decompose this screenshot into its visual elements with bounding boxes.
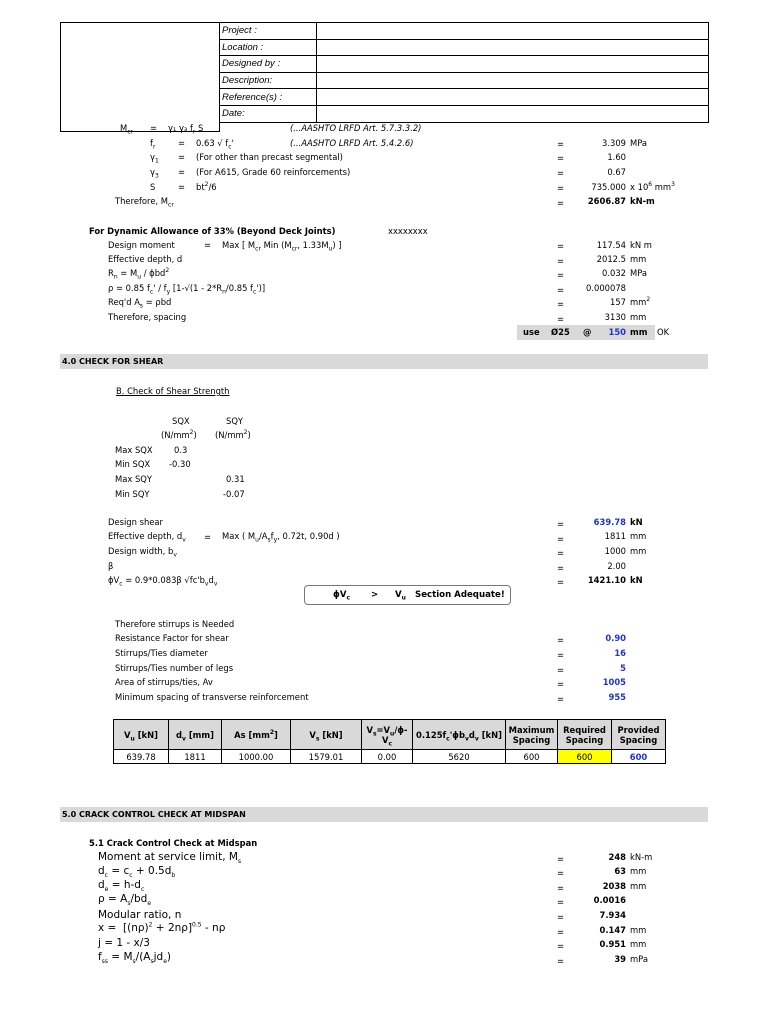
location-label: Location : bbox=[220, 39, 317, 56]
legs-label: Stirrups/Ties number of legs bbox=[115, 663, 234, 673]
sqx-header: SQX bbox=[172, 416, 190, 426]
rho-value: 0.000078 bbox=[586, 283, 626, 293]
cell-dv: 1811 bbox=[169, 750, 222, 764]
cell-vs: 1579.01 bbox=[291, 750, 362, 764]
de-formula: $d_e = h-d_c$ bbox=[98, 879, 145, 894]
dc-formula: $d_c = c_c + 0.5d_b$ bbox=[98, 865, 176, 880]
eq: = bbox=[150, 123, 158, 133]
eq: = bbox=[204, 532, 212, 542]
de-unit: mm bbox=[630, 881, 647, 891]
cell-vsratio: 0.00 bbox=[362, 750, 413, 764]
shear-check-box bbox=[304, 585, 511, 605]
gamma1-note: (For other than precast segmental) bbox=[196, 152, 343, 162]
design-moment-value: 117.54 bbox=[596, 240, 626, 250]
phivc-unit: kN bbox=[630, 575, 643, 585]
eq: = bbox=[178, 152, 186, 162]
rn-value: 0.032 bbox=[602, 268, 626, 278]
dc-value: 63 bbox=[614, 866, 626, 876]
cell-vu: 639.78 bbox=[114, 750, 169, 764]
location-value[interactable] bbox=[317, 39, 709, 56]
ok-status: OK bbox=[657, 327, 670, 337]
dv-value: 1811 bbox=[604, 531, 626, 541]
cell-required-spacing: 600 bbox=[558, 750, 612, 764]
min-spacing-value: 955 bbox=[608, 692, 626, 702]
reqd-as-unit: $mm^2$ bbox=[630, 296, 651, 307]
col-as: As $[mm^2]$ bbox=[222, 720, 291, 750]
min-sqy-value: -0.07 bbox=[223, 489, 245, 499]
description-value[interactable] bbox=[317, 72, 709, 89]
crack-subtitle: 5.1 Crack Control Check at Midspan bbox=[89, 838, 258, 848]
bar-size: Ø25 bbox=[551, 327, 570, 337]
eq: = bbox=[557, 183, 565, 193]
eq: = bbox=[557, 139, 565, 149]
eq: = bbox=[557, 285, 565, 295]
therefore-mcr-label: Therefore, $M_{cr}$ bbox=[115, 196, 174, 209]
references-label: Reference(s) : bbox=[220, 89, 317, 106]
design-moment-unit: kN m bbox=[630, 240, 652, 250]
rn-unit: MPa bbox=[630, 268, 648, 278]
cell-provided-spacing: 600 bbox=[612, 750, 666, 764]
eq: = bbox=[557, 168, 565, 178]
max-sqy-label: Max SQY bbox=[115, 474, 153, 484]
section-4-header: 4.0 CHECK FOR SHEAR bbox=[60, 354, 708, 369]
eq: = bbox=[557, 650, 565, 660]
design-shear-unit: kN bbox=[630, 517, 643, 527]
eq: = bbox=[557, 912, 565, 922]
project-label: Project : bbox=[220, 23, 317, 40]
fss-unit: mPa bbox=[630, 954, 648, 964]
eq: = bbox=[557, 548, 565, 558]
rho-crack-formula: $\rho = A_s/bd_e$ bbox=[98, 893, 152, 908]
n-value: 7.934 bbox=[599, 910, 626, 920]
eq: = bbox=[557, 868, 565, 878]
col-vsratio: $V_s=V_u/\phi-V_c$ bbox=[362, 720, 413, 750]
eq: = bbox=[557, 519, 565, 529]
rho-crack-value: 0.0016 bbox=[593, 895, 626, 905]
eq: = bbox=[557, 854, 565, 864]
bv-unit: mm bbox=[630, 546, 647, 556]
use-spacing-unit: mm bbox=[630, 327, 648, 337]
shear-summary-table bbox=[113, 719, 666, 764]
design-shear-value: 639.78 bbox=[593, 517, 626, 527]
eq: = bbox=[557, 941, 565, 951]
use-spacing-value: 150 bbox=[608, 327, 626, 337]
references-value[interactable] bbox=[317, 89, 709, 106]
vu-symbol: $V_u$ bbox=[395, 590, 406, 602]
resistance-value: 0.90 bbox=[605, 633, 626, 643]
phivc-formula: $\phi V_c = 0.9*0.083\beta$ $√fc'b_vd_v$ bbox=[108, 575, 218, 588]
x-unit: mm bbox=[630, 925, 647, 935]
j-value: 0.951 bbox=[599, 939, 626, 949]
eq: = bbox=[557, 270, 565, 280]
dynamic-title: For Dynamic Allowance of 33% (Beyond Deck Joints) bbox=[89, 226, 336, 236]
eq: = bbox=[557, 299, 565, 309]
rho-formula: ρ = 0.85 $f_c' / f_y$ [$1-√(1 - 2*R_n/0.85$ $f_c'$)] bbox=[108, 283, 266, 296]
de-value: 2038 bbox=[602, 881, 626, 891]
sqy-unit: $(N/mm^2)$ bbox=[215, 429, 251, 440]
sqy-header: SQY bbox=[226, 416, 244, 426]
design-moment-formula: Max [ $M_{cr}$ Min ($M_{cr}$, $1.33M_u$) ] bbox=[222, 240, 342, 253]
designed-by-label: Designed by : bbox=[220, 56, 317, 73]
design-moment-label: Design moment bbox=[108, 240, 175, 250]
eq: = bbox=[557, 927, 565, 937]
shear-strength-subtitle: B. Check of Shear Strength bbox=[116, 386, 230, 396]
eq: = bbox=[557, 256, 565, 266]
project-value[interactable] bbox=[317, 23, 709, 40]
j-unit: mm bbox=[630, 939, 647, 949]
resistance-label: Resistance Factor for shear bbox=[115, 633, 229, 643]
at-sign: @ bbox=[583, 327, 592, 337]
eq: = bbox=[557, 577, 565, 587]
use-label: use bbox=[523, 327, 540, 337]
ms-value: 248 bbox=[608, 852, 626, 862]
eq: = bbox=[557, 198, 565, 208]
cell-as: 1000.00 bbox=[222, 750, 291, 764]
date-value[interactable] bbox=[317, 105, 709, 122]
phivc-symbol: $\phi V_c$ bbox=[333, 590, 351, 602]
fr-value: 3.309 bbox=[602, 138, 626, 148]
min-sqx-value: -0.30 bbox=[169, 459, 191, 469]
x-formula: $x = [(n\rho)^2 + 2n\rho]^{0.5} - n\rho$ bbox=[98, 921, 226, 934]
table-row bbox=[114, 750, 666, 764]
diameter-label: Stirrups/Ties diameter bbox=[115, 648, 208, 658]
xx-marker: xxxxxxxx bbox=[388, 226, 428, 236]
max-sqx-label: Max SQX bbox=[115, 445, 153, 455]
phivc-value: 1421.10 bbox=[587, 575, 626, 585]
dv-label: Effective depth, $d_v$ bbox=[108, 531, 186, 544]
reqd-as-formula: Req'd $A_s = \rho bd$ bbox=[108, 297, 172, 310]
col-required-spacing: Required Spacing bbox=[558, 720, 612, 750]
diameter-value: 16 bbox=[614, 648, 626, 658]
cell-limit: 5620 bbox=[413, 750, 506, 764]
eq: = bbox=[557, 694, 565, 704]
mcr-formula: γ₁ γ₃ $f_r$ S bbox=[168, 123, 204, 136]
eq: = bbox=[178, 167, 186, 177]
col-max-spacing: Maximum Spacing bbox=[506, 720, 558, 750]
dc-unit: mm bbox=[630, 866, 647, 876]
date-label: Date: bbox=[220, 105, 317, 122]
fr-label: $f_r$ bbox=[150, 138, 156, 151]
stirrups-needed: Therefore stirrups is Needed bbox=[115, 619, 235, 629]
gamma3-note: (For A615, Grade 60 reinforcements) bbox=[196, 167, 351, 177]
min-sqy-label: Min SQY bbox=[115, 489, 150, 499]
eq: = bbox=[557, 153, 565, 163]
gamma3-value: 0.67 bbox=[607, 167, 626, 177]
col-dv: $d_v$ [mm] bbox=[169, 720, 222, 750]
beta-label: β bbox=[108, 561, 114, 571]
max-sqy-value: 0.31 bbox=[226, 474, 245, 484]
description-label: Description: bbox=[220, 72, 317, 89]
col-limit: $0.125f_c'\phi b_vd_v$ [kN] bbox=[413, 720, 506, 750]
spacing-label: Therefore, spacing bbox=[108, 312, 187, 322]
s-unit: x $10^6$ $mm^3$ bbox=[630, 181, 675, 192]
eq: = bbox=[557, 883, 565, 893]
ms-label: Moment at service limit, $M_s$ bbox=[98, 851, 242, 866]
eq: = bbox=[557, 314, 565, 324]
logo-box bbox=[60, 22, 220, 136]
min-spacing-label: Minimum spacing of transverse reinforcement bbox=[115, 692, 309, 702]
s-value: 735.000 bbox=[591, 182, 626, 192]
fr-unit: MPa bbox=[630, 138, 648, 148]
eq: = bbox=[204, 240, 212, 250]
s-formula: $bt^2/6$ bbox=[196, 181, 217, 192]
reqd-as-value: 157 bbox=[610, 297, 626, 307]
n-label: Modular ratio, n bbox=[98, 909, 182, 921]
section-5-header: 5.0 CRACK CONTROL CHECK AT MIDSPAN bbox=[60, 807, 708, 822]
eq: = bbox=[557, 534, 565, 544]
sqx-unit: $(N/mm^2)$ bbox=[161, 429, 197, 440]
eff-depth-value: 2012.5 bbox=[596, 254, 626, 264]
eff-depth-unit: mm bbox=[630, 254, 647, 264]
designed-by-value[interactable] bbox=[317, 56, 709, 73]
mcr-label: $M_{cr}$ bbox=[120, 123, 133, 136]
dv-formula: Max ( $M_u/A_sf_y$, 0.72t, 0.90d ) bbox=[222, 531, 340, 544]
j-formula: j = 1 - x/3 bbox=[98, 937, 150, 949]
area-label: Area of stirrups/ties, Av bbox=[115, 677, 213, 687]
s-label: S bbox=[150, 182, 156, 192]
gamma1-label: $\gamma_1$ bbox=[150, 152, 159, 165]
gamma3-label: $\gamma_3$ bbox=[150, 167, 159, 180]
fss-value: 39 bbox=[614, 954, 626, 964]
area-value: 1005 bbox=[602, 677, 626, 687]
fss-formula: $f_{ss} = M_s/(A_sjd_e)$ bbox=[98, 951, 172, 966]
min-sqx-label: Min SQX bbox=[115, 459, 151, 469]
bv-value: 1000 bbox=[604, 546, 626, 556]
col-provided-spacing: Provided Spacing bbox=[612, 720, 666, 750]
eq: = bbox=[557, 241, 565, 251]
fr-formula: 0.63 √ $f_c'$ bbox=[196, 138, 234, 151]
eq: = bbox=[557, 665, 565, 675]
spacing-unit: mm bbox=[630, 312, 647, 322]
ref-mcr: (...AASHTO LRFD Art. 5.7.3.3.2) bbox=[290, 123, 422, 133]
eq: = bbox=[178, 182, 186, 192]
col-vs: $V_s$ [kN] bbox=[291, 720, 362, 750]
eq: = bbox=[557, 956, 565, 966]
spacing-value: 3130 bbox=[604, 312, 626, 322]
max-sqx-value: 0.3 bbox=[174, 445, 188, 455]
mcr-value: 2606.87 bbox=[587, 196, 626, 206]
eq: = bbox=[557, 635, 565, 645]
mcr-unit: kN-m bbox=[630, 196, 655, 206]
eq: = bbox=[557, 563, 565, 573]
design-shear-label: Design shear bbox=[108, 517, 163, 527]
section-adequate-status: Section Adequate! bbox=[415, 590, 505, 600]
dv-unit: mm bbox=[630, 531, 647, 541]
bv-label: Design width, $b_v$ bbox=[108, 546, 177, 559]
beta-value: 2.00 bbox=[607, 561, 626, 571]
eq: = bbox=[557, 897, 565, 907]
ms-unit: kN-m bbox=[630, 852, 653, 862]
gt-symbol: > bbox=[371, 590, 379, 600]
project-info-table bbox=[219, 22, 709, 123]
eff-depth-label: Effective depth, d bbox=[108, 254, 183, 264]
legs-value: 5 bbox=[620, 663, 626, 673]
rn-formula: $R_n = M_u / \phi bd^2$ bbox=[108, 267, 170, 281]
cell-max-spacing: 600 bbox=[506, 750, 558, 764]
eq: = bbox=[178, 138, 186, 148]
x-value: 0.147 bbox=[599, 925, 626, 935]
eq: = bbox=[557, 679, 565, 689]
gamma1-value: 1.60 bbox=[607, 152, 626, 162]
col-vu: $V_u$ [kN] bbox=[114, 720, 169, 750]
ref-fr: (...AASHTO LRFD Art. 5.4.2.6) bbox=[290, 138, 414, 148]
